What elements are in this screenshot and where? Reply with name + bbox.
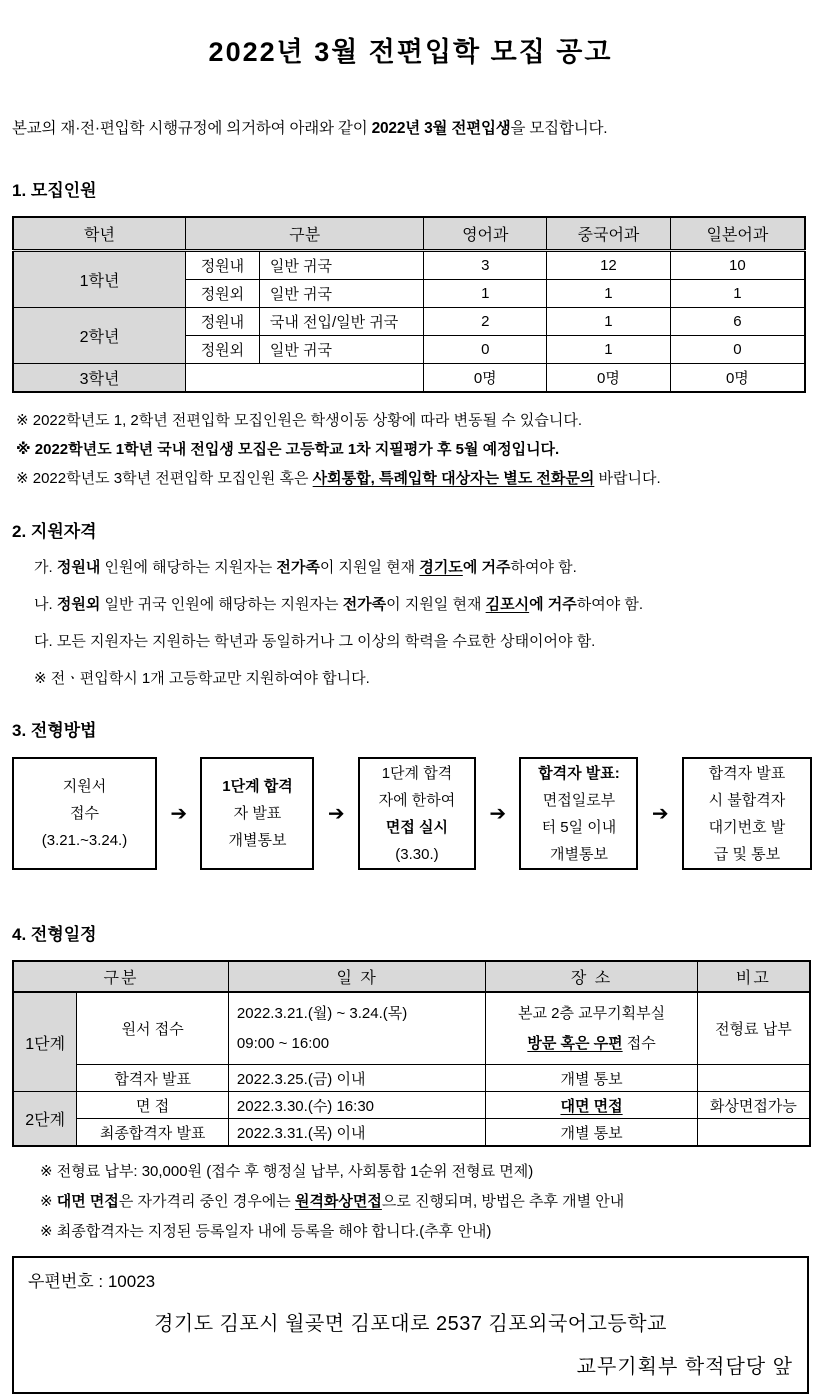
school-address: 경기도 김포시 월곶면 김포대로 2537 김포외국어고등학교 xyxy=(154,1313,667,1335)
recruitment-table xyxy=(12,216,806,393)
type-cell: 일반 귀국 xyxy=(259,336,424,364)
item-text: 이 지원일 현재 xyxy=(386,596,486,613)
table-row xyxy=(13,1092,810,1119)
intro-text-pre: 본교의 재·전·편입학 시행규정에 의거하여 아래와 같이 xyxy=(12,120,372,137)
item-text: 인원에 해당하는 지원자는 xyxy=(100,559,277,576)
note-mark: ※ xyxy=(16,441,31,458)
place-text: 접수 xyxy=(622,1034,656,1052)
empty-category-cell xyxy=(186,364,424,393)
note-cell: 화상면접가능 xyxy=(697,1092,810,1119)
date-cell xyxy=(228,992,485,1065)
item-bold: 에 거주 xyxy=(529,596,577,613)
note-mark: ※ xyxy=(16,470,29,487)
schedule-table-header-row xyxy=(13,961,810,992)
flow-line: 자 발표 xyxy=(233,805,282,822)
english-count-cell: 0명 xyxy=(424,364,547,393)
flow-line: 1단계 합격 xyxy=(222,778,293,795)
header-english: 영어과 xyxy=(424,217,547,251)
table-row xyxy=(13,308,805,336)
japanese-count-cell: 6 xyxy=(670,308,805,336)
note-cell xyxy=(697,1119,810,1147)
item-bold: 정원내 xyxy=(56,559,101,576)
header-date: 일 자 xyxy=(228,961,485,992)
document-page xyxy=(12,0,809,1394)
place-cell xyxy=(486,992,697,1065)
header-category: 구분 xyxy=(186,217,424,251)
header-place: 장 소 xyxy=(486,961,697,992)
item-underline: 김포시 xyxy=(485,596,530,613)
item-bold: 전가족 xyxy=(276,559,320,576)
japanese-count-cell: 1 xyxy=(670,280,805,308)
section-heading-recruitment: 1. 모집인원 xyxy=(12,181,97,200)
intro-text-post: 을 모집합니다. xyxy=(510,120,608,137)
note-mark: ※ xyxy=(16,412,29,429)
note-text: 전형료 납부: 30,000원 (접수 후 행정실 납부, 사회통합 1순위 전형료 면제) xyxy=(56,1163,534,1180)
note-emphasis: 사회통합, 특례입학 대상자는 별도 전화문의 xyxy=(312,470,595,487)
right-arrow-icon: ➔ xyxy=(489,802,507,825)
header-chinese: 중국어과 xyxy=(547,217,671,251)
note-emphasis: 원격화상면접 xyxy=(294,1193,382,1210)
note-line xyxy=(16,464,809,493)
quota-cell: 정원내 xyxy=(186,251,260,280)
item-text: 전ㆍ편입학시 1개 고등학교만 지원하여야 합니다. xyxy=(50,670,370,687)
intro-text-bold: 2022년 3월 전편입생 xyxy=(371,120,511,137)
application-steps-flow xyxy=(12,757,812,870)
english-count-cell: 3 xyxy=(424,251,547,280)
section-heading-schedule: 4. 전형일정 xyxy=(12,925,97,944)
note-text: 2022학년도 1, 2학년 전편입학 모집인원은 학생이동 상황에 따라 변동될 수 있습니다. xyxy=(32,412,583,429)
flow-line: (3.30.) xyxy=(395,845,439,863)
flow-line: 개별통보 xyxy=(549,845,608,863)
eligibility-items xyxy=(34,557,809,690)
document-title: 2022년 3월 전편입학 모집 공고 xyxy=(208,37,613,67)
note-line xyxy=(16,406,809,435)
flow-line: 자에 한하여 xyxy=(378,791,456,809)
item-text: 모든 지원자는 지원하는 학년과 동일하거나 그 이상의 학력을 수료한 상태이어야 함. xyxy=(56,633,596,650)
eligibility-item xyxy=(34,631,809,653)
grade-cell: 2학년 xyxy=(13,308,186,364)
quota-cell: 정원외 xyxy=(186,280,260,308)
item-text: 하여야 함. xyxy=(510,559,577,576)
intro-paragraph xyxy=(12,116,809,138)
recruitment-notes xyxy=(16,406,809,493)
flow-box-stage1-result xyxy=(200,757,314,870)
table-row xyxy=(13,992,810,1065)
date-cell: 2022.3.30.(수) 16:30 xyxy=(228,1092,485,1119)
grade-cell: 1학년 xyxy=(13,251,186,308)
note-text: 으로 진행되며, 방법은 추후 개별 안내 xyxy=(381,1193,625,1210)
flow-line: 합격자 발표 xyxy=(708,764,786,782)
note-text: 최종합격자는 지정된 등록일자 내에 등록을 해야 합니다.(추후 안내) xyxy=(56,1223,492,1240)
item-underline: 경기도 xyxy=(419,559,463,576)
note-text: 2022학년도 3학년 전편입학 모집인원 혹은 xyxy=(32,470,313,487)
note-text: 2022학년도 1학년 국내 전입생 모집은 고등학교 1차 지필평가 후 5월 예정입니다. xyxy=(34,441,560,458)
type-cell: 국내 전입/일반 귀국 xyxy=(259,308,424,336)
flow-line: 지원서 xyxy=(62,778,107,795)
note-line xyxy=(40,1217,809,1247)
flow-line: 면접 실시 xyxy=(385,818,449,836)
header-category: 구분 xyxy=(13,961,228,992)
table-row xyxy=(13,1119,810,1147)
note-cell xyxy=(697,1065,810,1092)
flow-line: 급 및 통보 xyxy=(713,845,781,863)
type-cell: 일반 귀국 xyxy=(259,280,424,308)
date-cell: 2022.3.31.(목) 이내 xyxy=(228,1119,485,1147)
flow-box-waitlist xyxy=(682,757,812,870)
table-row xyxy=(13,251,805,280)
flow-line: 시 불합격자 xyxy=(708,791,786,809)
step-name-cell: 면 접 xyxy=(77,1092,229,1119)
date-cell: 2022.3.25.(금) 이내 xyxy=(228,1065,485,1092)
header-japanese: 일본어과 xyxy=(670,217,805,251)
address-box xyxy=(12,1256,809,1394)
header-grade: 학년 xyxy=(13,217,186,251)
header-note: 비고 xyxy=(697,961,810,992)
date-line: 09:00 ~ 16:00 xyxy=(236,1034,330,1052)
eligibility-item xyxy=(34,594,809,616)
chinese-count-cell: 12 xyxy=(547,251,671,280)
flow-line: 면접일로부 xyxy=(542,791,616,809)
item-bold: 전가족 xyxy=(342,596,387,613)
flow-line: 1단계 합격 xyxy=(381,764,453,782)
english-count-cell: 2 xyxy=(424,308,547,336)
item-label: 다. xyxy=(34,633,53,650)
step-name-cell: 최종합격자 발표 xyxy=(77,1119,229,1147)
quota-cell: 정원외 xyxy=(186,336,260,364)
flow-line: (3.21.~3.24.) xyxy=(41,832,128,849)
note-text: 은 자가격리 중인 경우에는 xyxy=(118,1193,295,1210)
flow-line: 합격자 발표: xyxy=(538,764,620,782)
stage-cell: 1단계 xyxy=(13,992,77,1092)
flow-line: 개별통보 xyxy=(228,832,287,849)
place-cell xyxy=(486,1092,697,1119)
item-bold: 정원외 xyxy=(56,596,101,613)
note-bold: 대면 면접 xyxy=(56,1193,119,1210)
note-line xyxy=(40,1157,809,1187)
japanese-count-cell: 10 xyxy=(670,251,805,280)
item-label: ※ xyxy=(34,670,47,687)
grade-cell: 3학년 xyxy=(13,364,186,393)
item-bold: 에 거주 xyxy=(462,559,511,576)
date-line: 2022.3.21.(월) ~ 3.24.(목) xyxy=(236,1004,408,1022)
note-cell: 전형료 납부 xyxy=(697,992,810,1065)
flow-line: 대기번호 발 xyxy=(708,818,786,836)
table-row xyxy=(13,1065,810,1092)
flow-box-interview xyxy=(358,757,476,870)
japanese-count-cell: 0 xyxy=(670,336,805,364)
chinese-count-cell: 0명 xyxy=(547,364,671,393)
right-arrow-icon: ➔ xyxy=(651,802,669,825)
note-mark: ※ xyxy=(40,1163,53,1180)
item-text: 일반 귀국 인원에 해당하는 지원자는 xyxy=(100,596,343,613)
flow-box-application xyxy=(12,757,157,870)
note-mark: ※ xyxy=(40,1223,53,1240)
note-line xyxy=(16,435,809,464)
type-cell: 일반 귀국 xyxy=(259,251,424,280)
section-heading-eligibility: 2. 지원자격 xyxy=(12,522,97,541)
item-text: 하여야 함. xyxy=(576,596,644,613)
item-label: 나. xyxy=(34,596,53,613)
schedule-notes xyxy=(40,1157,809,1247)
schedule-table xyxy=(12,960,811,1147)
item-text: 이 지원일 현재 xyxy=(319,559,420,576)
step-name-cell: 원서 접수 xyxy=(77,992,229,1065)
quota-cell: 정원내 xyxy=(186,308,260,336)
note-text: 바랍니다. xyxy=(594,470,661,487)
step-name-cell: 합격자 발표 xyxy=(77,1065,229,1092)
place-cell: 개별 통보 xyxy=(486,1065,697,1092)
english-count-cell: 0 xyxy=(424,336,547,364)
flow-line: 터 5일 이내 xyxy=(541,818,617,836)
place-emphasis: 대면 면접 xyxy=(560,1097,623,1115)
item-label: 가. xyxy=(34,559,53,576)
right-arrow-icon: ➔ xyxy=(170,802,188,825)
chinese-count-cell: 1 xyxy=(547,280,671,308)
right-arrow-icon: ➔ xyxy=(327,802,345,825)
english-count-cell: 1 xyxy=(424,280,547,308)
section-heading-method: 3. 전형방법 xyxy=(12,721,97,740)
recipient-line: 교무기획부 학적담당 앞 xyxy=(576,1356,793,1378)
chinese-count-cell: 1 xyxy=(547,336,671,364)
eligibility-item xyxy=(34,557,809,579)
eligibility-item xyxy=(34,668,809,690)
note-mark: ※ xyxy=(40,1193,53,1210)
flow-box-final-result xyxy=(519,757,638,870)
place-cell: 개별 통보 xyxy=(486,1119,697,1147)
place-line xyxy=(486,1029,696,1059)
chinese-count-cell: 1 xyxy=(547,308,671,336)
postal-code: 우편번호 : 10023 xyxy=(28,1272,156,1291)
place-line: 본교 2층 교무기획부실 xyxy=(518,1004,666,1022)
flow-line: 접수 xyxy=(70,805,99,822)
japanese-count-cell: 0명 xyxy=(670,364,805,393)
table-row xyxy=(13,364,805,393)
place-emphasis: 방문 혹은 우편 xyxy=(527,1034,623,1052)
recruitment-table-header-row xyxy=(13,217,805,251)
note-line xyxy=(40,1187,809,1217)
stage-cell: 2단계 xyxy=(13,1092,77,1147)
